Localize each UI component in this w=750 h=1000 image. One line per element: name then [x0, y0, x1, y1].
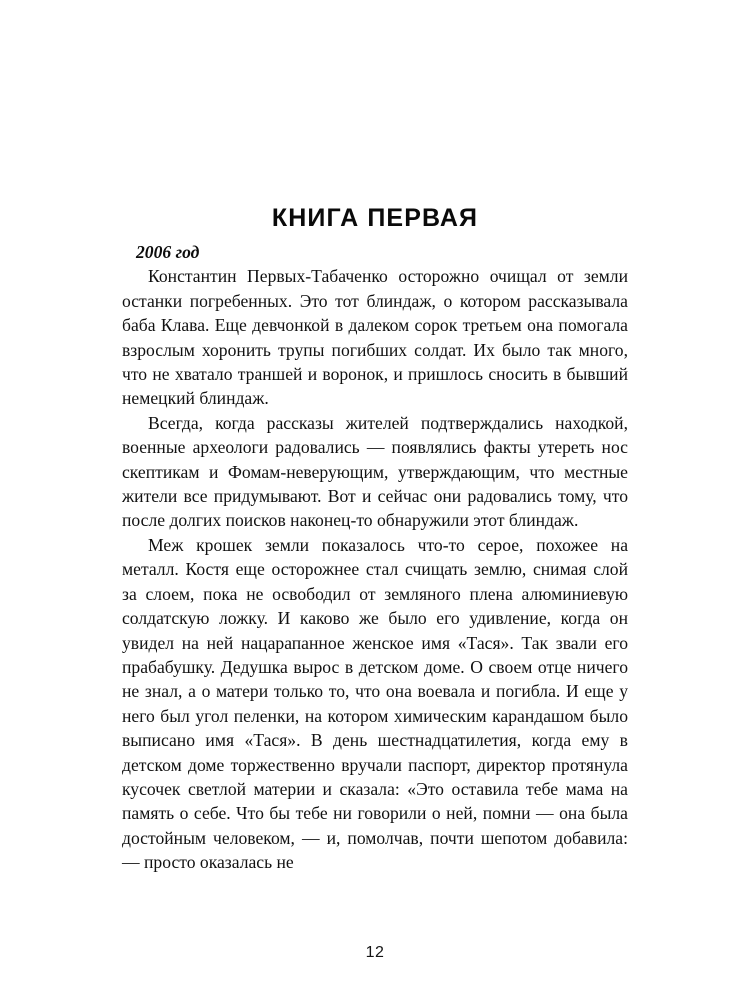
body-paragraph: Константин Первых-Табаченко осторожно очищал от земли останки погребенных. Это тот блиндаж, о котором рассказывала баба Клава. Еще девчонкой в далеком сорок третьем она помогала взрослым хоронить трупы погибших солдат. Их было так много, что не хватало траншей и воронок, и пришлось сносить в бывший немецкий блиндаж. — [122, 266, 628, 409]
year-subheading: 2006 год — [136, 242, 200, 262]
body-paragraph: Всегда, когда рассказы жителей подтверждались находкой, военные археологи радовались — появлялись факты утереть нос скептикам и Фомам-неверующим, утверждающим, что местные жители все придумывают. Вот и сейчас они радовались тому, что после долгих поисков наконец-то обнаружили этот блиндаж. — [122, 412, 628, 531]
body-paragraph: Меж крошек земли показалось что-то серое, похожее на металл. Костя еще осторожнее стал счищать землю, снимая слой за слоем, пока не освободил от земляного плена алюминиевую солдатскую ложку. И каково же было его удивление, когда он увидел на ней нацарапанное женское имя «Тася». Так звали его прабабушку. Дедушка вырос в детском доме. О своем отце ничего не знал, а о матери только то, что она воевала и погибла. И еще у него был угол пеленки, на котором химическим карандашом было выписано имя «Тася». В день шестнадцатилетия, когда ему в детском доме торжественно вручали паспорт, директор протянула кусочек светлой материи и сказала: «Это оставила тебе мама на память о себе. Что бы тебе ни говорили о ней, помни — она была достойным человеком, — и, помолчав, почти шепотом добавила: — просто оказалась не — [122, 534, 628, 873]
page-number: 12 — [365, 944, 385, 961]
page-title: КНИГА ПЕРВАЯ — [271, 203, 479, 232]
body-text-column — [122, 240, 628, 875]
